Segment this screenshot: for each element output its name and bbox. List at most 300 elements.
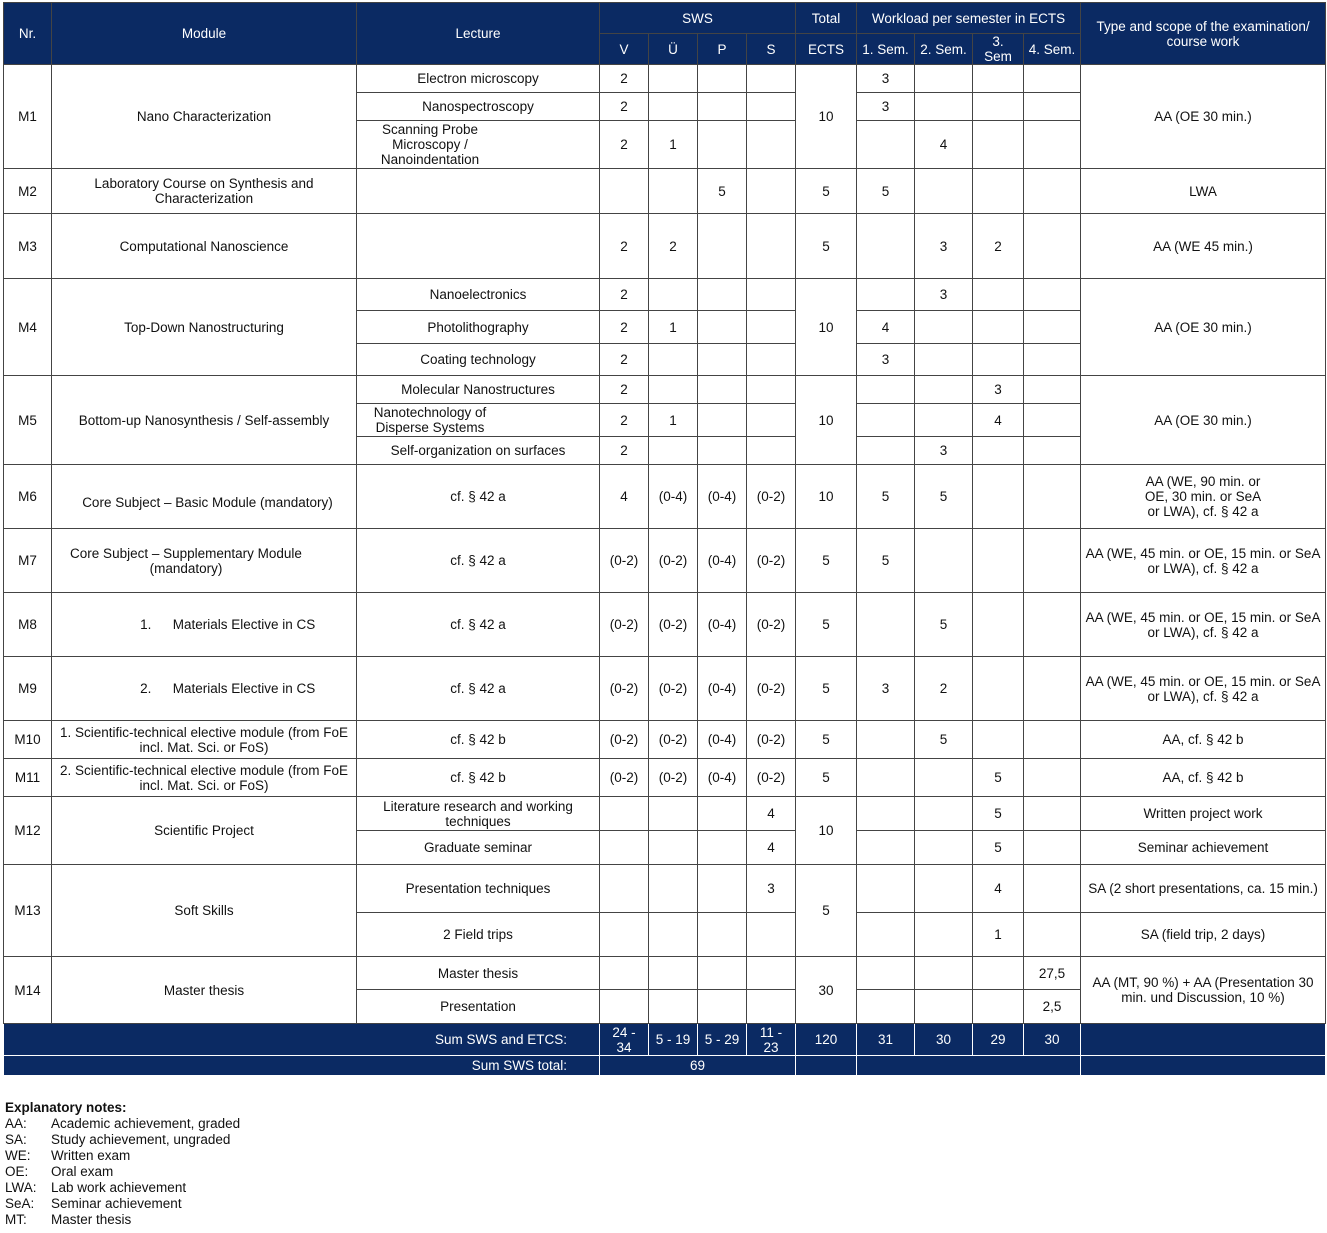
sum-total-label: Sum SWS total: [4, 1056, 600, 1076]
note-text: Academic achievement, graded [51, 1116, 241, 1131]
lecture-name: Electron microscopy [357, 65, 600, 93]
note-abbr: SeA: [5, 1196, 35, 1211]
sws-s [747, 957, 796, 990]
sem-2 [915, 65, 973, 93]
sem-2 [915, 957, 973, 990]
sem-1 [857, 279, 915, 311]
sem-1: 3 [857, 657, 915, 721]
sws-v: 2 [600, 376, 649, 404]
sum-u: 5 - 19 [649, 1024, 698, 1056]
header-ects: ECTS [796, 34, 857, 65]
sws-v [600, 913, 649, 957]
module-name: Core Subject – Supplementary Module (mandatory) [52, 529, 357, 593]
sem-4 [1024, 721, 1081, 759]
sws-s [747, 279, 796, 311]
module-name: Scientific Project [52, 797, 357, 865]
sem-3 [973, 169, 1024, 214]
sws-s: (0-2) [747, 759, 796, 797]
sem-1 [857, 404, 915, 437]
sem-3 [973, 121, 1024, 169]
sem-3 [973, 311, 1024, 344]
lecture-name: cf. § 42 a [357, 593, 600, 657]
sem-2: 3 [915, 437, 973, 465]
curriculum-table [3, 2, 1326, 1076]
sem-2 [915, 759, 973, 797]
table-row [4, 657, 1326, 721]
sem-3 [973, 344, 1024, 376]
sem-1: 4 [857, 311, 915, 344]
module-nr: M11 [4, 759, 52, 797]
module-nr: M3 [4, 214, 52, 279]
sem-3: 5 [973, 797, 1024, 831]
lecture-name: Molecular Nanostructures [357, 376, 600, 404]
module-exam: AA (WE, 45 min. or OE, 15 min. or SeA or LWA), cf. § 42 a [1081, 593, 1326, 657]
module-name: Laboratory Course on Synthesis and Characterization [52, 169, 357, 214]
sws-v [600, 797, 649, 831]
sws-p [698, 865, 747, 913]
sws-p [698, 437, 747, 465]
module-ects: 10 [796, 797, 857, 865]
note-abbr: LWA: [5, 1180, 37, 1195]
header-module: Module [52, 3, 357, 65]
sws-p [698, 990, 747, 1024]
sem-2 [915, 404, 973, 437]
sws-u: 1 [649, 121, 698, 169]
module-exam: AA, cf. § 42 b [1081, 759, 1326, 797]
sem-1 [857, 376, 915, 404]
module-name: Computational Nanoscience [52, 214, 357, 279]
header-sem-1: 1. Sem. [857, 34, 915, 65]
header-sem-2: 2. Sem. [915, 34, 973, 65]
sws-v: 2 [600, 344, 649, 376]
sws-v: 4 [600, 465, 649, 529]
sem-2: 5 [915, 593, 973, 657]
table-row [4, 214, 1326, 279]
module-ects: 5 [796, 721, 857, 759]
sws-v [600, 865, 649, 913]
lecture-name: cf. § 42 b [357, 721, 600, 759]
sws-s: 3 [747, 865, 796, 913]
module-exam: AA (MT, 90 %) + AA (Presentation 30 min. und Discussion, 10 %) [1081, 957, 1326, 1024]
sws-v [600, 831, 649, 865]
note-text: Lab work achievement [51, 1180, 187, 1195]
module-exam: AA (WE, 45 min. or OE, 15 min. or SeA or LWA), cf. § 42 a [1081, 657, 1326, 721]
sem-1 [857, 121, 915, 169]
sws-v: (0-2) [600, 529, 649, 593]
table-row [4, 593, 1326, 657]
sum-s: 11 - 23 [747, 1024, 796, 1056]
sum-ects: 120 [796, 1024, 857, 1056]
sws-u: (0-2) [649, 657, 698, 721]
header-total: Total [796, 3, 857, 34]
module-exam: AA (WE 45 min.) [1081, 214, 1326, 279]
table-row [4, 957, 1326, 990]
sws-u [649, 344, 698, 376]
lecture-name: Scanning Probe Microscopy / Nanoindentation [357, 121, 600, 169]
sem-2: 2 [915, 657, 973, 721]
sem-1: 5 [857, 465, 915, 529]
module-exam: LWA [1081, 169, 1326, 214]
sws-p [698, 797, 747, 831]
module-name: Materials Elective in CS [172, 681, 316, 696]
sws-p [698, 214, 747, 279]
sws-p [698, 831, 747, 865]
module-name: Master thesis [52, 957, 357, 1024]
sws-p: (0-4) [698, 593, 747, 657]
sem-2: 3 [915, 279, 973, 311]
sum-p: 5 - 29 [698, 1024, 747, 1056]
sem-4 [1024, 465, 1081, 529]
sem-2 [915, 797, 973, 831]
sem-1: 3 [857, 93, 915, 121]
lecture-name: Coating technology [357, 344, 600, 376]
sws-u [649, 376, 698, 404]
sws-v: (0-2) [600, 593, 649, 657]
note-abbr: SA: [5, 1132, 27, 1147]
module-name: Core Subject – Basic Module (mandatory) [52, 465, 357, 529]
sws-v: 2 [600, 121, 649, 169]
lecture-name: Self-organization on surfaces [357, 437, 600, 465]
sws-u [649, 831, 698, 865]
sws-u: (0-2) [649, 593, 698, 657]
note-abbr: WE: [5, 1148, 31, 1163]
table-row [4, 865, 1326, 913]
lecture-exam: Written project work [1081, 797, 1326, 831]
sum-sem-3: 29 [973, 1024, 1024, 1056]
sem-2 [915, 865, 973, 913]
sem-1 [857, 437, 915, 465]
note-text: Seminar achievement [51, 1196, 182, 1211]
sws-s [747, 93, 796, 121]
table-row [4, 169, 1326, 214]
lecture-name: Presentation [357, 990, 600, 1024]
module-nr: M2 [4, 169, 52, 214]
note-abbr: AA: [5, 1116, 27, 1131]
sws-s: (0-2) [747, 529, 796, 593]
sws-u [649, 865, 698, 913]
sem-4 [1024, 65, 1081, 93]
sws-v: (0-2) [600, 759, 649, 797]
sws-s: 4 [747, 797, 796, 831]
sws-p [698, 93, 747, 121]
sws-u: 2 [649, 214, 698, 279]
lecture-name [357, 214, 600, 279]
sws-v: 2 [600, 214, 649, 279]
sem-4 [1024, 344, 1081, 376]
sem-4 [1024, 376, 1081, 404]
module-exam: AA, cf. § 42 b [1081, 721, 1326, 759]
lecture-exam: SA (field trip, 2 days) [1081, 913, 1326, 957]
sws-s [747, 376, 796, 404]
sws-v: (0-2) [600, 721, 649, 759]
sem-3: 4 [973, 404, 1024, 437]
sem-2 [915, 169, 973, 214]
lecture-name: Master thesis [357, 957, 600, 990]
module-exam: AA (WE, 45 min. or OE, 15 min. or SeA or LWA), cf. § 42 a [1081, 529, 1326, 593]
sem-4 [1024, 831, 1081, 865]
lecture-name: cf. § 42 a [357, 465, 600, 529]
sem-3 [973, 593, 1024, 657]
module-enum: 2. [140, 681, 152, 696]
table-row [4, 721, 1326, 759]
sws-u [649, 65, 698, 93]
sws-u: 1 [649, 311, 698, 344]
sws-s [747, 65, 796, 93]
sem-1: 3 [857, 344, 915, 376]
sem-4 [1024, 214, 1081, 279]
sem-1 [857, 990, 915, 1024]
sem-3 [973, 957, 1024, 990]
sws-s: (0-2) [747, 465, 796, 529]
sws-p [698, 344, 747, 376]
table-row [4, 529, 1326, 593]
note-item [5, 1164, 240, 1180]
sws-p [698, 65, 747, 93]
sem-3 [973, 529, 1024, 593]
sws-s [747, 404, 796, 437]
sem-2 [915, 93, 973, 121]
sem-1: 5 [857, 529, 915, 593]
header-sws-v: V [600, 34, 649, 65]
sws-s: (0-2) [747, 593, 796, 657]
sem-4 [1024, 437, 1081, 465]
sem-3: 1 [973, 913, 1024, 957]
lecture-name: 2 Field trips [357, 913, 600, 957]
sws-p [698, 376, 747, 404]
sws-p [698, 913, 747, 957]
sum-total-row [4, 1056, 1326, 1076]
sum-label: Sum SWS and ETCS: [4, 1024, 600, 1056]
sem-4: 27,5 [1024, 957, 1081, 990]
lecture-name: Nanotechnology of Disperse Systems [357, 404, 600, 437]
sws-p [698, 279, 747, 311]
header-sws: SWS [600, 3, 796, 34]
sws-u [649, 169, 698, 214]
module-name: Top-Down Nanostructuring [52, 279, 357, 376]
header-sws-u: Ü [649, 34, 698, 65]
sem-2: 5 [915, 465, 973, 529]
header-exam: Type and scope of the examination/ course work [1081, 3, 1326, 65]
sem-1 [857, 759, 915, 797]
sem-3 [973, 437, 1024, 465]
table-row [4, 65, 1326, 93]
module-exam: AA (WE, 90 min. or OE, 30 min. or SeA or LWA), cf. § 42 a [1081, 465, 1326, 529]
sws-u: (0-2) [649, 529, 698, 593]
table-row [4, 465, 1326, 529]
sws-s: 4 [747, 831, 796, 865]
note-text: Oral exam [51, 1164, 114, 1179]
sws-v: (0-2) [600, 657, 649, 721]
sem-4 [1024, 279, 1081, 311]
sws-p: 5 [698, 169, 747, 214]
lecture-name: Graduate seminar [357, 831, 600, 865]
sws-s [747, 169, 796, 214]
sem-2 [915, 376, 973, 404]
sws-v [600, 169, 649, 214]
sws-s [747, 990, 796, 1024]
sws-u [649, 437, 698, 465]
sem-3 [973, 93, 1024, 121]
sws-p: (0-4) [698, 465, 747, 529]
lecture-name: Photolithography [357, 311, 600, 344]
module-ects: 10 [796, 279, 857, 376]
sem-3: 2 [973, 214, 1024, 279]
sws-u [649, 913, 698, 957]
sem-3 [973, 279, 1024, 311]
sem-4 [1024, 529, 1081, 593]
sum-total-empty [796, 1056, 857, 1076]
module-name: Bottom-up Nanosynthesis / Self-assembly [52, 376, 357, 465]
sws-s [747, 437, 796, 465]
sem-2 [915, 831, 973, 865]
sws-u: (0-4) [649, 465, 698, 529]
sws-p: (0-4) [698, 759, 747, 797]
sws-p [698, 404, 747, 437]
sws-p: (0-4) [698, 529, 747, 593]
sws-s [747, 121, 796, 169]
sws-p [698, 957, 747, 990]
note-text: Study achievement, ungraded [51, 1132, 231, 1147]
sws-u [649, 279, 698, 311]
sem-3 [973, 657, 1024, 721]
sem-4 [1024, 404, 1081, 437]
sws-u: (0-2) [649, 759, 698, 797]
sum-total-empty [1081, 1056, 1326, 1076]
sem-1 [857, 865, 915, 913]
sws-u: 1 [649, 404, 698, 437]
sum-sem-1: 31 [857, 1024, 915, 1056]
sem-2: 4 [915, 121, 973, 169]
sem-2 [915, 913, 973, 957]
header-sws-p: P [698, 34, 747, 65]
sem-3 [973, 65, 1024, 93]
sem-2: 5 [915, 721, 973, 759]
table-row [4, 759, 1326, 797]
lecture-name: cf. § 42 a [357, 529, 600, 593]
sum-exam-empty [1081, 1024, 1326, 1056]
sem-4 [1024, 121, 1081, 169]
sem-4 [1024, 797, 1081, 831]
sem-4 [1024, 759, 1081, 797]
sem-2 [915, 529, 973, 593]
note-item [5, 1132, 240, 1148]
sum-sem-2: 30 [915, 1024, 973, 1056]
note-item [5, 1116, 240, 1132]
sws-p: (0-4) [698, 721, 747, 759]
sem-4: 2,5 [1024, 990, 1081, 1024]
sem-2: 3 [915, 214, 973, 279]
module-exam: AA (OE 30 min.) [1081, 65, 1326, 169]
sws-s [747, 214, 796, 279]
sws-u [649, 990, 698, 1024]
module-nr: M9 [4, 657, 52, 721]
note-item [5, 1180, 240, 1196]
note-item [5, 1148, 240, 1164]
module-ects: 5 [796, 214, 857, 279]
lecture-name: Presentation techniques [357, 865, 600, 913]
sws-s [747, 913, 796, 957]
sws-s [747, 344, 796, 376]
lecture-name: cf. § 42 b [357, 759, 600, 797]
header-sem-3: 3. Sem [973, 34, 1024, 65]
module-enum: 1. [140, 617, 152, 632]
module-name: Nano Characterization [52, 65, 357, 169]
module-ects: 30 [796, 957, 857, 1024]
sem-3 [973, 721, 1024, 759]
sws-v [600, 990, 649, 1024]
module-name-cell [52, 657, 357, 721]
module-ects: 5 [796, 169, 857, 214]
table-row [4, 279, 1326, 311]
header-workload: Workload per semester in ECTS [857, 3, 1081, 34]
module-ects: 10 [796, 376, 857, 465]
module-nr: M14 [4, 957, 52, 1024]
note-text: Written exam [51, 1148, 131, 1163]
sem-1 [857, 913, 915, 957]
sem-3: 3 [973, 376, 1024, 404]
sem-1 [857, 797, 915, 831]
header-sem-4: 4. Sem. [1024, 34, 1081, 65]
sum-total-empty [857, 1056, 1081, 1076]
module-ects: 5 [796, 657, 857, 721]
module-name: 2. Scientific-technical elective module (from FoE incl. Mat. Sci. or FoS) [52, 759, 357, 797]
note-text: Master thesis [51, 1212, 132, 1227]
module-nr: M13 [4, 865, 52, 957]
sum-row [4, 1024, 1326, 1056]
sws-v: 2 [600, 65, 649, 93]
sem-1 [857, 831, 915, 865]
module-ects: 10 [796, 65, 857, 169]
module-ects: 5 [796, 865, 857, 957]
sws-s [747, 311, 796, 344]
module-nr: M1 [4, 65, 52, 169]
module-nr: M6 [4, 465, 52, 529]
lecture-exam: SA (2 short presentations, ca. 15 min.) [1081, 865, 1326, 913]
note-abbr: OE: [5, 1164, 29, 1179]
module-exam: AA (OE 30 min.) [1081, 376, 1326, 465]
sum-v: 24 - 34 [600, 1024, 649, 1056]
module-nr: M10 [4, 721, 52, 759]
sws-u [649, 957, 698, 990]
header-nr: Nr. [4, 3, 52, 65]
sem-3 [973, 990, 1024, 1024]
module-name: 1. Scientific-technical elective module (from FoE incl. Mat. Sci. or FoS) [52, 721, 357, 759]
sem-1 [857, 593, 915, 657]
sum-total-value: 69 [600, 1056, 796, 1076]
note-item [5, 1212, 240, 1228]
module-ects: 5 [796, 529, 857, 593]
sws-v: 2 [600, 311, 649, 344]
sem-2 [915, 990, 973, 1024]
sws-p [698, 121, 747, 169]
sem-4 [1024, 93, 1081, 121]
sws-u [649, 797, 698, 831]
sem-4 [1024, 311, 1081, 344]
lecture-name: Literature research and working techniques [357, 797, 600, 831]
lecture-name: cf. § 42 a [357, 657, 600, 721]
module-name: Soft Skills [52, 865, 357, 957]
lecture-name [357, 169, 600, 214]
module-nr: M12 [4, 797, 52, 865]
sem-1: 5 [857, 169, 915, 214]
sem-3: 5 [973, 759, 1024, 797]
table-row [4, 376, 1326, 404]
sws-p [698, 311, 747, 344]
sem-1 [857, 721, 915, 759]
sws-v: 2 [600, 279, 649, 311]
module-nr: M4 [4, 279, 52, 376]
sem-4 [1024, 865, 1081, 913]
